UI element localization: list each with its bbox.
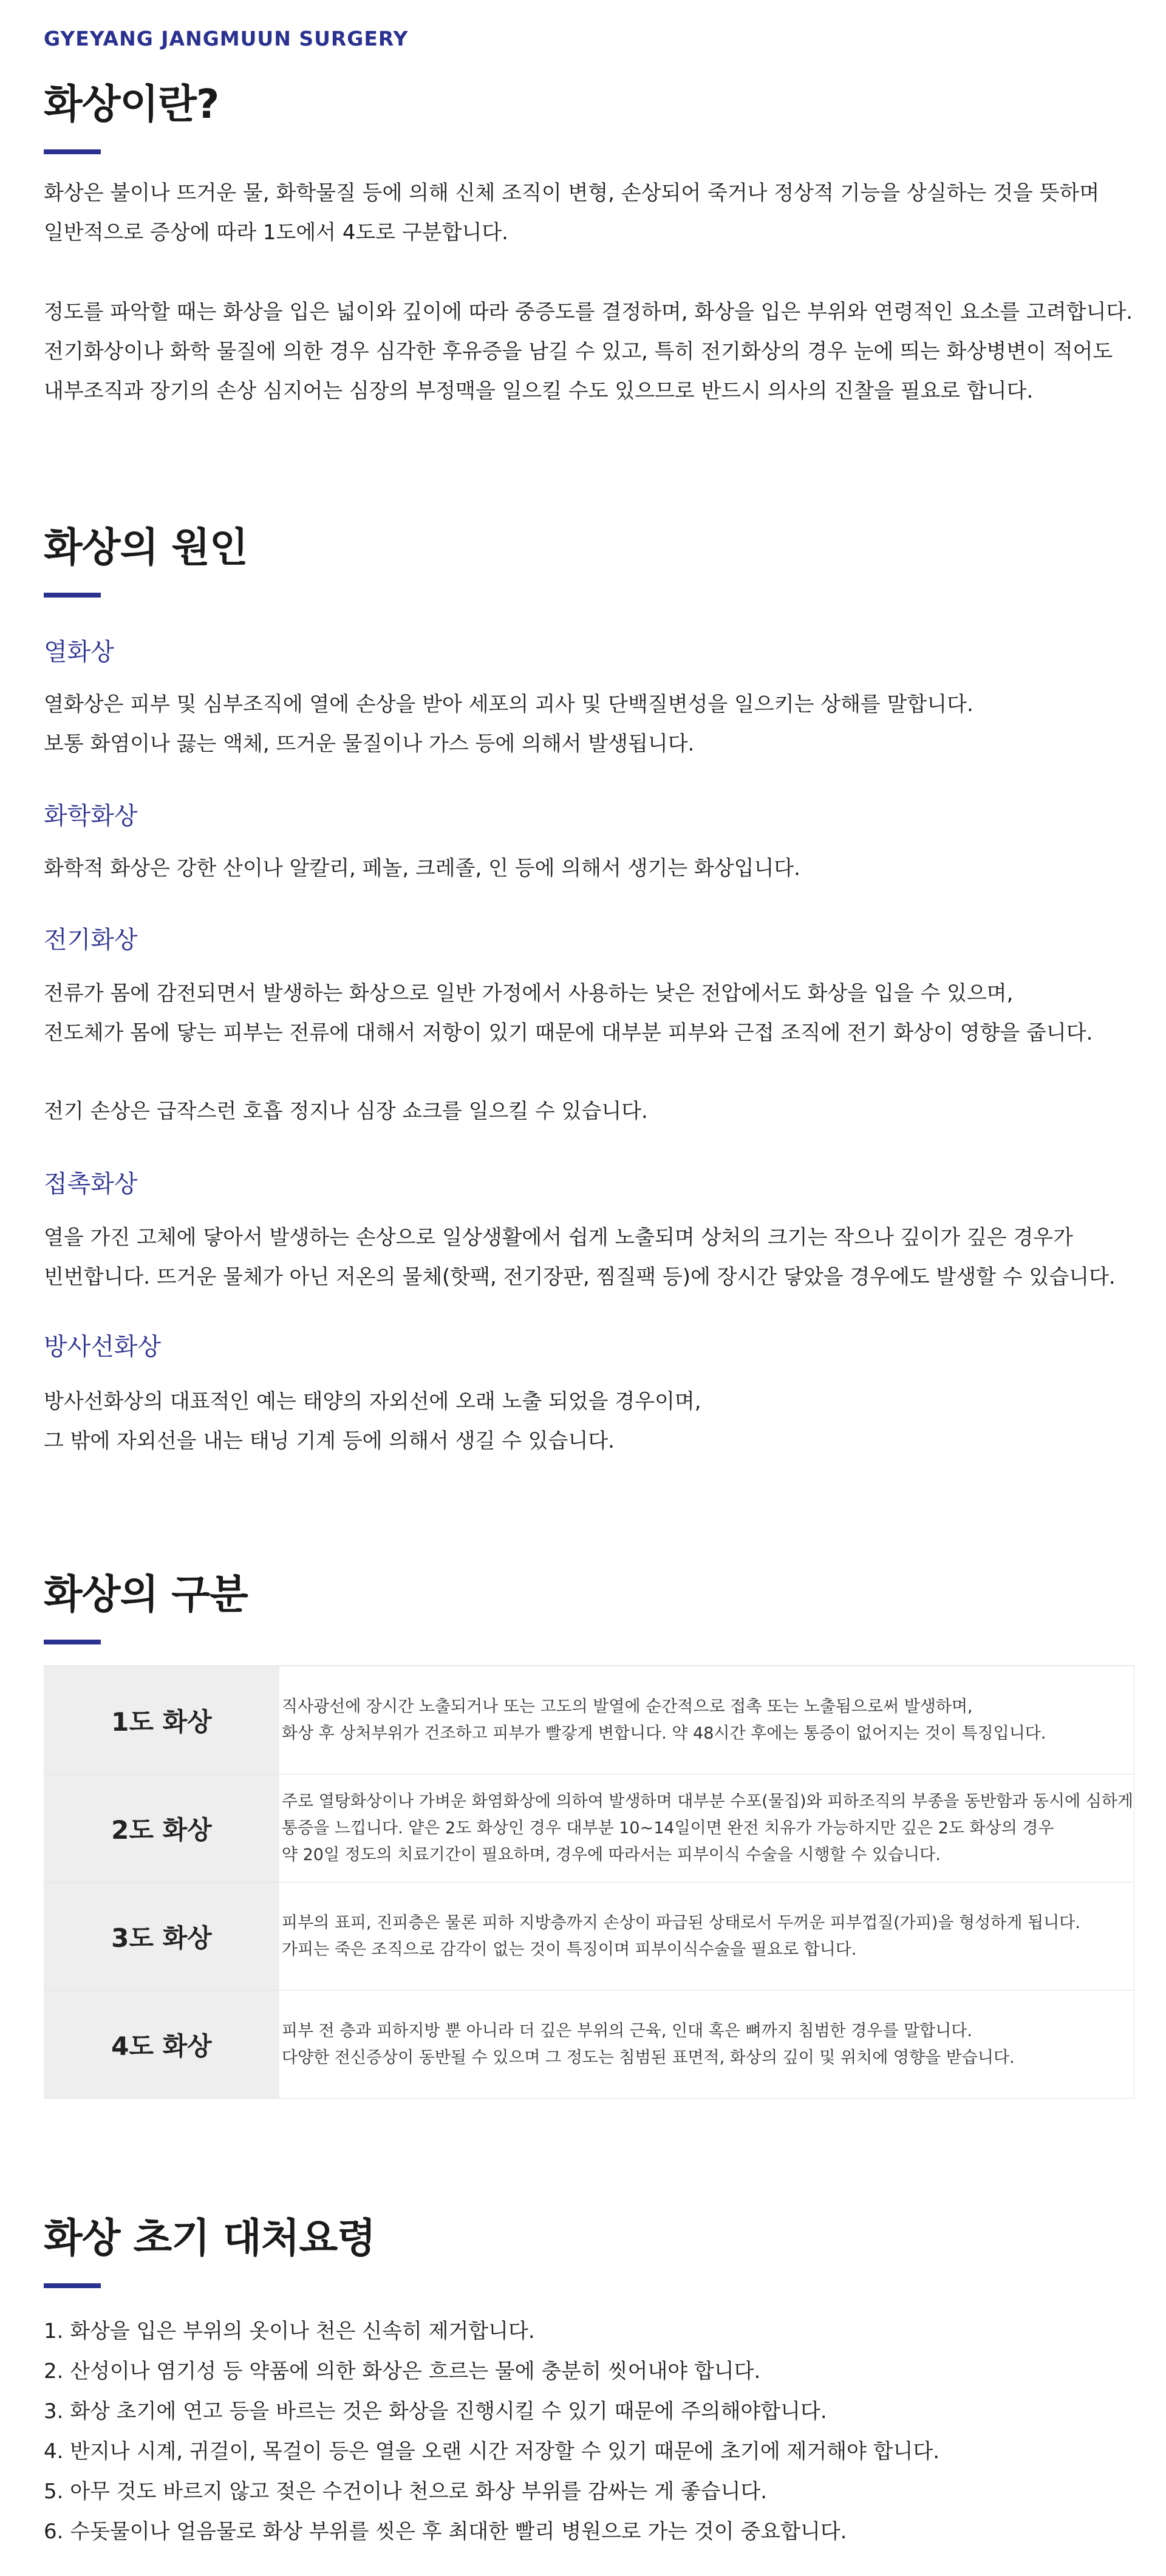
grade-desc-cell <box>279 1991 1134 2099</box>
text-line: 가피는 죽은 조직으로 감각이 없는 것이 특징이며 피부이식수술을 필요로 합니다. <box>281 1940 857 1959</box>
text-line: 내부조직과 장기의 손상 심지어는 심장의 부정맥을 일으킬 수도 있으므로 반드시 의사의 진찰을 필요로 합니다. <box>44 379 1034 403</box>
text-line: 전도체가 몸에 닿는 피부는 전류에 대해서 저항이 있기 때문에 대부분 피부와 근접 조직에 전기 화상이 영향을 줍니다. <box>44 1021 1093 1045</box>
title-underline <box>44 2283 101 2288</box>
text-line: 정도를 파악할 때는 화상을 입은 넓이와 깊이에 따라 중증도를 결정하며, 화상을 입은 부위와 연령적인 요소를 고려합니다. <box>44 300 1133 324</box>
cause-text-thermal <box>44 685 1137 764</box>
title-underline <box>44 593 101 598</box>
text-line: 보통 화염이나 끓는 액체, 뜨거운 물질이나 가스 등에 의해서 발생됩니다. <box>44 732 695 756</box>
text-line: 주로 열탕화상이나 가벼운 화염화상에 의하여 발생하며 대부분 수포(물집)와 피하조직의 부종을 동반함과 동시에 심하게 <box>281 1791 1133 1811</box>
cause-text-radiation <box>44 1382 1137 1461</box>
text-line: 전류가 몸에 감전되면서 발생하는 화상으로 일반 가정에서 사용하는 낮은 전압에서도 화상을 입을 수 있으며, <box>44 981 1014 1006</box>
cause-text-contact <box>44 1218 1137 1297</box>
text-line: 빈번합니다. 뜨거운 물체가 아닌 저온의 물체(핫팩, 전기장판, 찜질팩 등)에 장시간 닿았을 경우에도 발생할 수 있습니다. <box>44 1265 1116 1289</box>
section-title-causes: 화상의 원인 <box>44 524 248 571</box>
grade-name-cell: 2도 화상 <box>44 1774 279 1883</box>
text-line: 화상은 불이나 뜨거운 물, 화학물질 등에 의해 신체 조직이 변형, 손상되어 죽거나 정상적 기능을 상실하는 것을 뜻하며 <box>44 181 1100 205</box>
text-line: 그 밖에 자외선을 내는 태닝 기계 등에 의해서 생길 수 있습니다. <box>44 1429 615 1453</box>
text-line: 전기화상이나 화학 물질에 의한 경우 심각한 후유증을 남길 수 있고, 특히 전기화상의 경우 눈에 띄는 화상병변이 적어도 <box>44 339 1113 364</box>
text-line: 열화상은 피부 및 심부조직에 열에 손상을 받아 세포의 괴사 및 단백질변성을 일으키는 상해를 말합니다. <box>44 692 973 717</box>
text-line: 다양한 전신증상이 동반될 수 있으며 그 정도는 침범된 표면적, 화상의 깊이 및 위치에 영향을 받습니다. <box>281 2048 1015 2067</box>
list-item: 1. 화상을 입은 부위의 옷이나 천은 신속히 제거합니다. <box>44 2319 535 2343</box>
grade-desc-cell <box>279 1666 1134 1774</box>
text-line: 직사광선에 장시간 노출되거나 또는 고도의 발열에 순간적으로 접촉 또는 노출됨으로써 발생하며, <box>281 1697 973 1716</box>
cause-heading-chemical: 화학화상 <box>44 802 138 830</box>
text-line: 화학적 화상은 강한 산이나 알칼리, 페놀, 크레졸, 인 등에 의해서 생기는 화상입니다. <box>44 856 800 881</box>
title-underline <box>44 149 101 154</box>
cause-text-electrical <box>44 974 1137 1053</box>
text-line: 피부의 표피, 진피층은 물론 피하 지방층까지 손상이 파급된 상태로서 두꺼운 피부껍질(가피)을 형성하게 됩니다. <box>281 1913 1080 1932</box>
text-line: 방사선화상의 대표적인 예는 태양의 자외선에 오래 노출 되었을 경우이며, <box>44 1389 701 1414</box>
table-row <box>44 1991 1134 2099</box>
text-line: 열을 가진 고체에 닿아서 발생하는 손상으로 일상생활에서 쉽게 노출되며 상처의 크기는 작으나 깊이가 깊은 경우가 <box>44 1225 1073 1250</box>
text-line: 일반적으로 증상에 따라 1도에서 4도로 구분합니다. <box>44 220 508 245</box>
table-row <box>44 1774 1134 1883</box>
grade-desc-cell <box>279 1883 1134 1991</box>
hospital-name-eyebrow: GYEYANG JANGMUUN SURGERY <box>44 27 409 50</box>
first-aid-list <box>44 2311 939 2552</box>
grade-name-cell: 1도 화상 <box>44 1666 279 1774</box>
list-item: 2. 산성이나 염기성 등 약품에 의한 화상은 흐르는 물에 충분히 씻어내야 합니다. <box>44 2359 761 2383</box>
title-underline <box>44 1640 101 1644</box>
table-row <box>44 1666 1134 1774</box>
text-line: 화상 후 상처부위가 건조하고 피부가 빨갛게 변합니다. 약 48시간 후에는 통증이 없어지는 것이 특징입니다. <box>281 1723 1046 1743</box>
list-item: 4. 반지나 시계, 귀걸이, 목걸이 등은 열을 오랜 시간 저장할 수 있기 때문에 초기에 제거해야 합니다. <box>44 2439 940 2464</box>
grade-desc-cell <box>279 1774 1134 1883</box>
cause-text-chemical <box>44 849 1137 888</box>
grade-name-cell: 3도 화상 <box>44 1883 279 1991</box>
cause-heading-thermal: 열화상 <box>44 638 114 666</box>
section-title-first-aid: 화상 초기 대처요령 <box>44 2215 376 2261</box>
text-line: 약 20일 정도의 치료기간이 필요하며, 경우에 따라서는 피부이식 수술을 시행할 수 있습니다. <box>281 1845 941 1864</box>
cause-heading-radiation: 방사선화상 <box>44 1333 162 1361</box>
grade-name-cell: 4도 화상 <box>44 1991 279 2099</box>
list-item: 6. 수돗물이나 얼음물로 화상 부위를 씻은 후 최대한 빨리 병원으로 가는 것이 중요합니다. <box>44 2520 847 2544</box>
text-line: 통증을 느낍니다. 얕은 2도 화상인 경우 대부분 10~14일이면 완전 치유가 가능하지만 깊은 2도 화상의 경우 <box>281 1818 1054 1838</box>
list-item: 3. 화상 초기에 연고 등을 바르는 것은 화상을 진행시킬 수 있기 때문에 주의해야합니다. <box>44 2399 827 2424</box>
table-row <box>44 1883 1134 1991</box>
text-line: 피부 전 층과 피하지방 뿐 아니라 더 깊은 부위의 근육, 인대 혹은 뼈까지 침범한 경우를 말합니다. <box>281 2021 972 2040</box>
section-title-what-is-burn: 화상이란? <box>44 81 219 128</box>
cause-heading-contact: 접촉화상 <box>44 1170 138 1198</box>
cause-heading-electrical: 전기화상 <box>44 926 138 954</box>
list-item: 5. 아무 것도 바르지 않고 젖은 수건이나 천으로 화상 부위를 감싸는 게 좋습니다. <box>44 2479 768 2504</box>
intro-paragraph-2 <box>44 293 1137 411</box>
intro-paragraph-1 <box>44 174 1137 253</box>
cause-text-electrical-extra <box>44 1092 1137 1131</box>
section-title-grades: 화상의 구분 <box>44 1571 248 1618</box>
burn-grade-table <box>44 1665 1134 2099</box>
text-line: 전기 손상은 급작스런 호흡 정지나 심장 쇼크를 일으킬 수 있습니다. <box>44 1099 648 1123</box>
